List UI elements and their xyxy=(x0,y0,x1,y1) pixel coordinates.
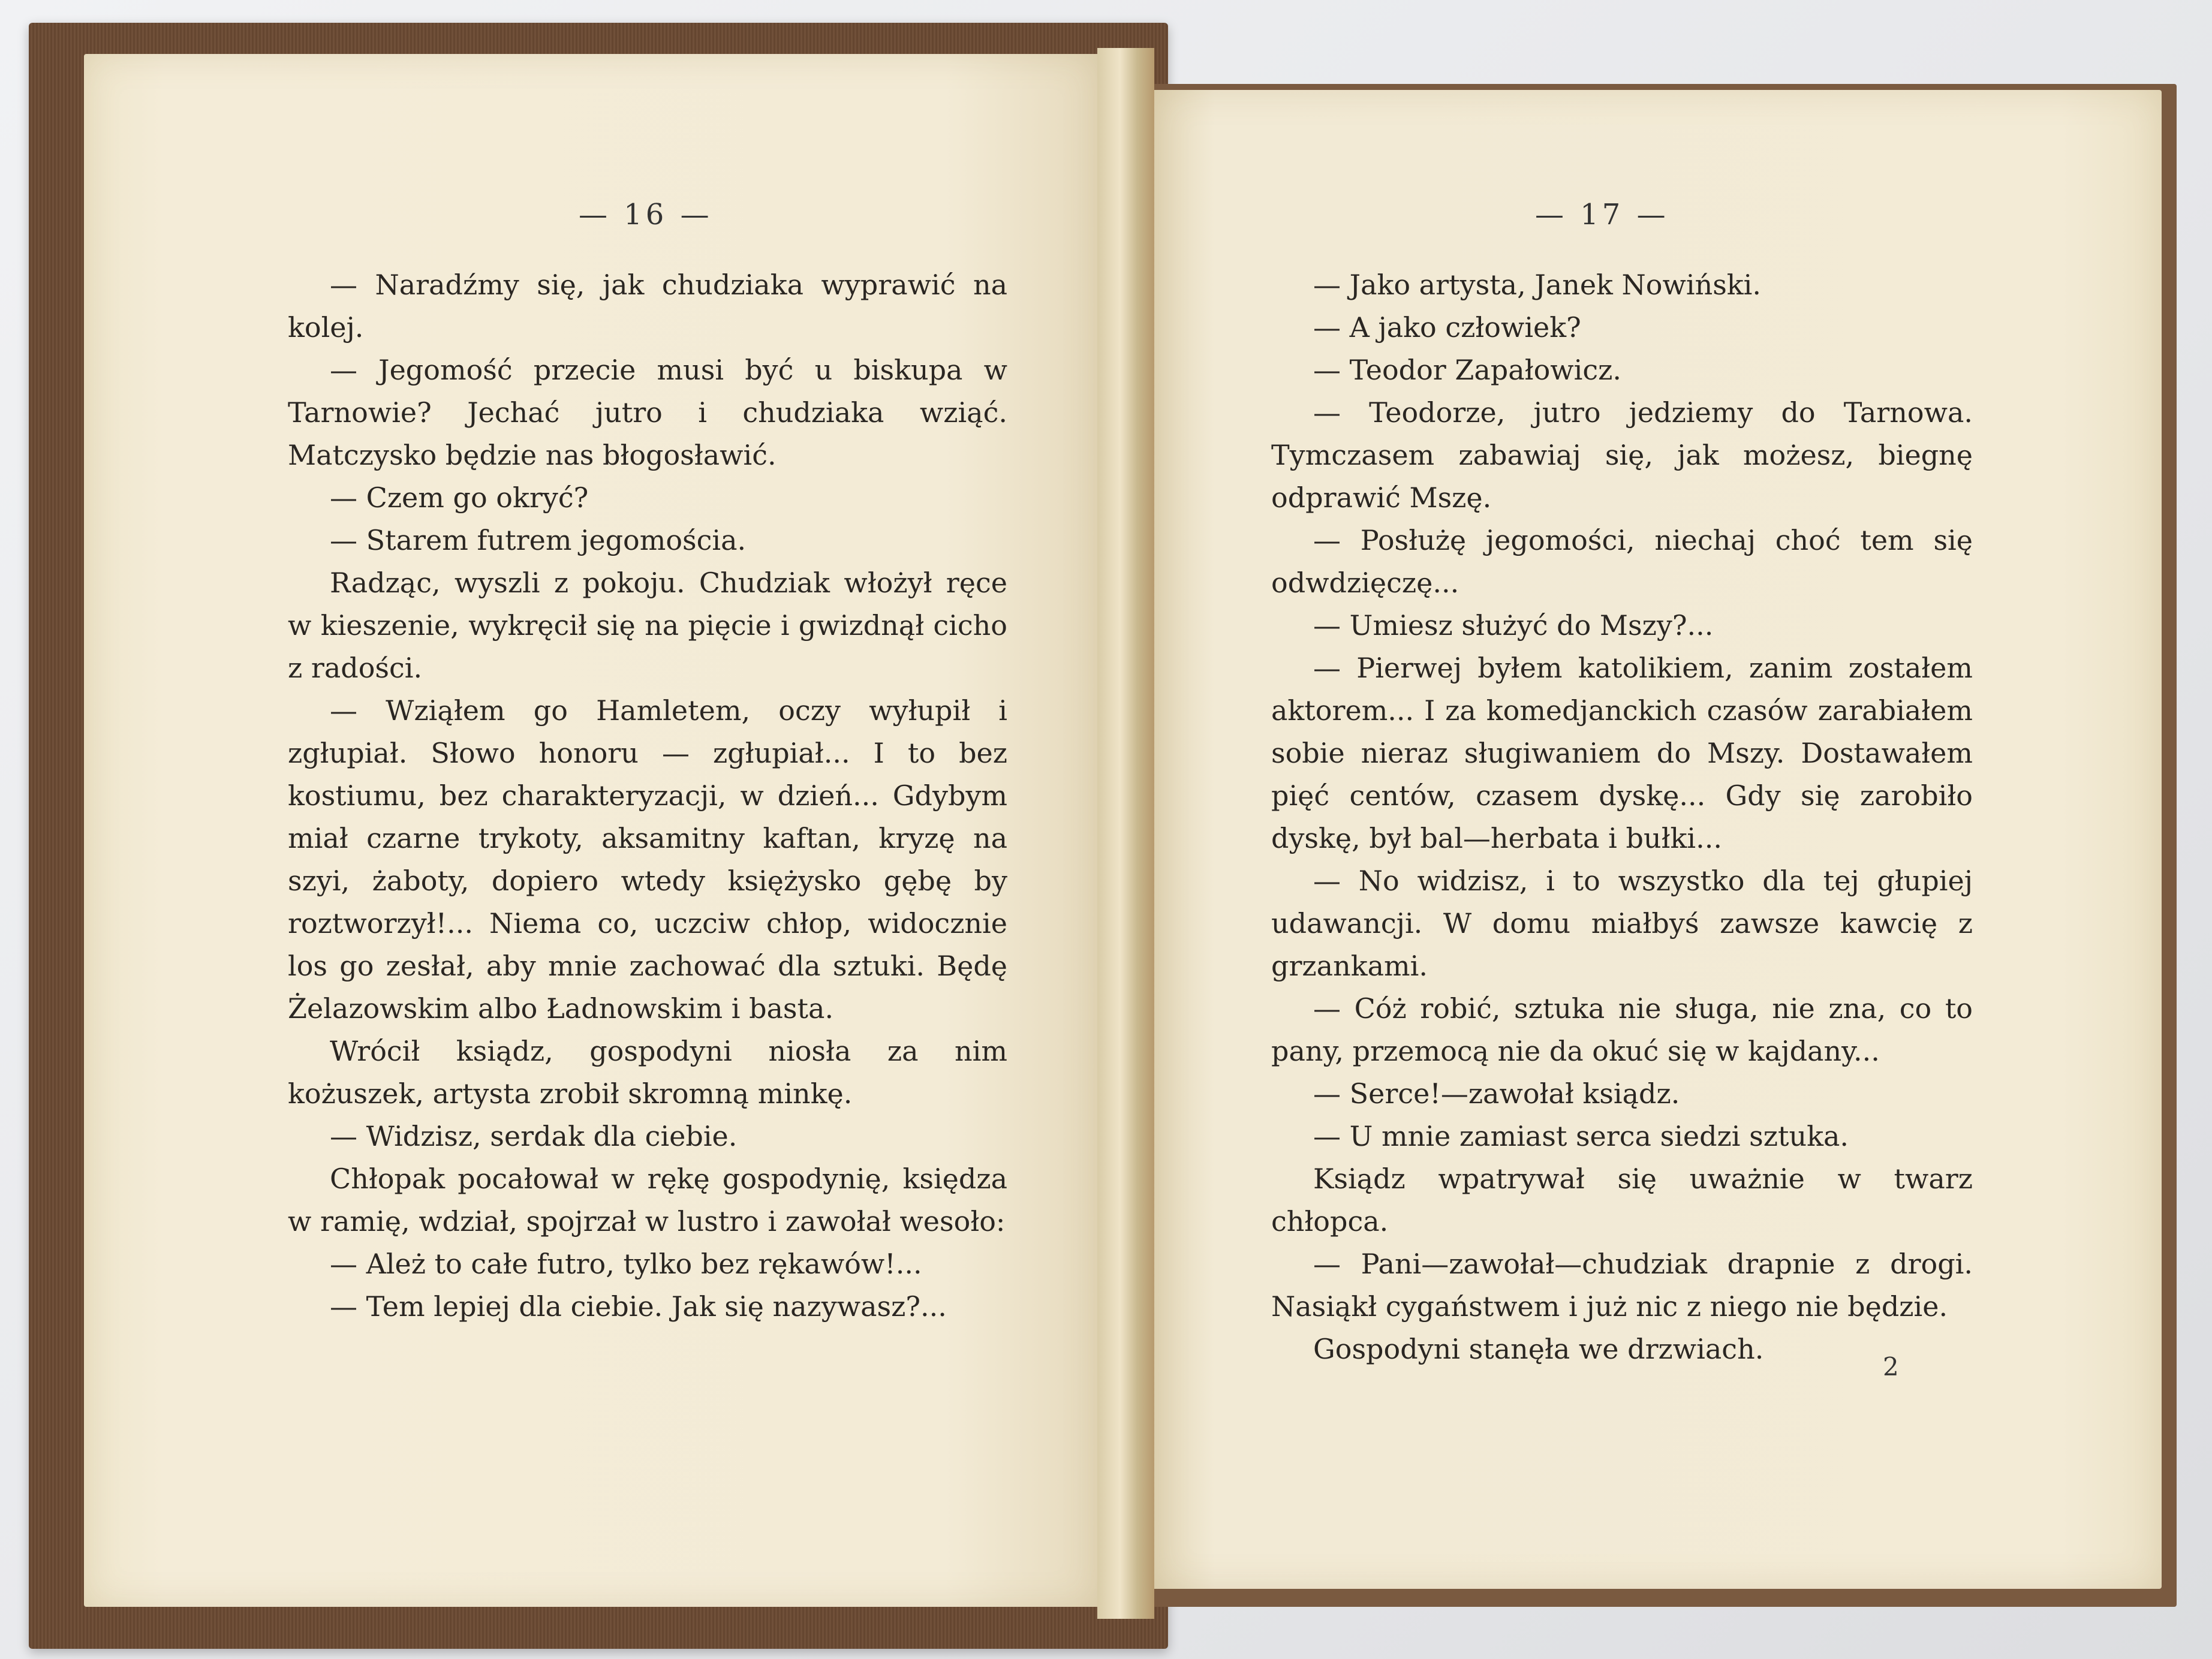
paragraph: — Czem go okryć? xyxy=(330,481,589,514)
book-gutter xyxy=(1097,48,1154,1619)
signature-mark: 2 xyxy=(1883,1352,1899,1381)
paragraph: Gospodyni stanęła we drzwiach. xyxy=(1313,1333,1764,1365)
paragraph: — Pani—zawołał—chudziak drapnie z drogi. Nasiąkł cygaństwem i już nic z niego nie będzie. xyxy=(1271,1248,1973,1323)
paragraph: Ksiądz wpatrywał się uważnie w twarz chłopca. xyxy=(1271,1163,1973,1238)
paragraph: — Teodor Zapałowicz. xyxy=(1313,354,1621,386)
paragraph: — Posłużę jegomości, niechaj choć tem się odwdzięczę... xyxy=(1271,524,1973,599)
paragraph: — Starem futrem jegomościa. xyxy=(330,524,747,556)
paragraph: Chłopak pocałował w rękę gospodynię, księdza w ramię, wdział, spojrzał w lustro i zawołał wesoło: xyxy=(288,1163,1007,1238)
paragraph: — Jako artysta, Janek Nowiński. xyxy=(1313,269,1762,301)
left-page-number: — 16 — xyxy=(579,198,713,231)
paragraph: — Wziąłem go Hamletem, oczy wyłupił i zgłupiał. Słowo honoru — zgłupiał... I to bez kostiumu, bez charakteryzacji, w dzień... Gdybym miał czarne trykoty, aksamitny kaftan, kryzę na szyi, żaboty, dopiero wtedy księżysko gębę by roztworzył!... Niema co, uczciw chłop, widocznie los go zesłał, aby mnie zachować dla sztuki. Będę Żelazowskim albo Ładnowskim i basta. xyxy=(288,694,1007,1025)
paragraph: — Naradźmy się, jak chudziaka wyprawić na kolej. xyxy=(288,269,1007,344)
paragraph: — Cóż robić, sztuka nie sługa, nie zna, co to pany, przemocą nie da okuć się w kajdany... xyxy=(1271,992,1973,1067)
paragraph: — Umiesz służyć do Mszy?... xyxy=(1313,609,1714,642)
paragraph: Radząc, wyszli z pokoju. Chudziak włożył ręce w kieszenie, wykręcił się na pięcie i gwizdnął cicho z radości. xyxy=(288,567,1007,684)
paragraph: Wrócił ksiądz, gospodyni niosła za nim kożuszek, artysta zrobił skromną minkę. xyxy=(288,1035,1007,1110)
paragraph: — Pierwej byłem katolikiem, zanim zostałem aktorem... I za komedjanckich czasów zarabiałem sobie nieraz sługiwaniem do Mszy. Dostawałem pięć centów, czasem dyskę... Gdy się zarobiło dyskę, był bal—herbata i bułki... xyxy=(1271,652,1973,854)
paragraph: — Serce!—zawołał ksiądz. xyxy=(1313,1077,1680,1110)
right-page-text xyxy=(1271,264,1973,1371)
paragraph: — A jako człowiek? xyxy=(1313,311,1581,344)
paragraph: — Teodorze, jutro jedziemy do Tarnowa. Tymczasem zabawiaj się, jak możesz, biegnę odprawić Mszę. xyxy=(1271,396,1973,514)
right-page-number: — 17 — xyxy=(1535,198,1669,231)
paragraph: — Tem lepiej dla ciebie. Jak się nazywasz?... xyxy=(330,1290,947,1323)
paragraph: — Jegomość przecie musi być u biskupa w Tarnowie? Jechać jutro i chudziaka wziąć. Matczysko będzie nas błogosławić. xyxy=(288,354,1007,471)
paragraph: — Widzisz, serdak dla ciebie. xyxy=(330,1120,738,1152)
paragraph: — No widzisz, i to wszystko dla tej głupiej udawancji. W domu miałbyś zawsze kawcię z grzankami. xyxy=(1271,865,1973,982)
left-page-text xyxy=(288,264,1007,1328)
paragraph: — U mnie zamiast serca siedzi sztuka. xyxy=(1313,1120,1849,1152)
paragraph: — Ależ to całe futro, tylko bez rękawów!... xyxy=(330,1248,922,1280)
